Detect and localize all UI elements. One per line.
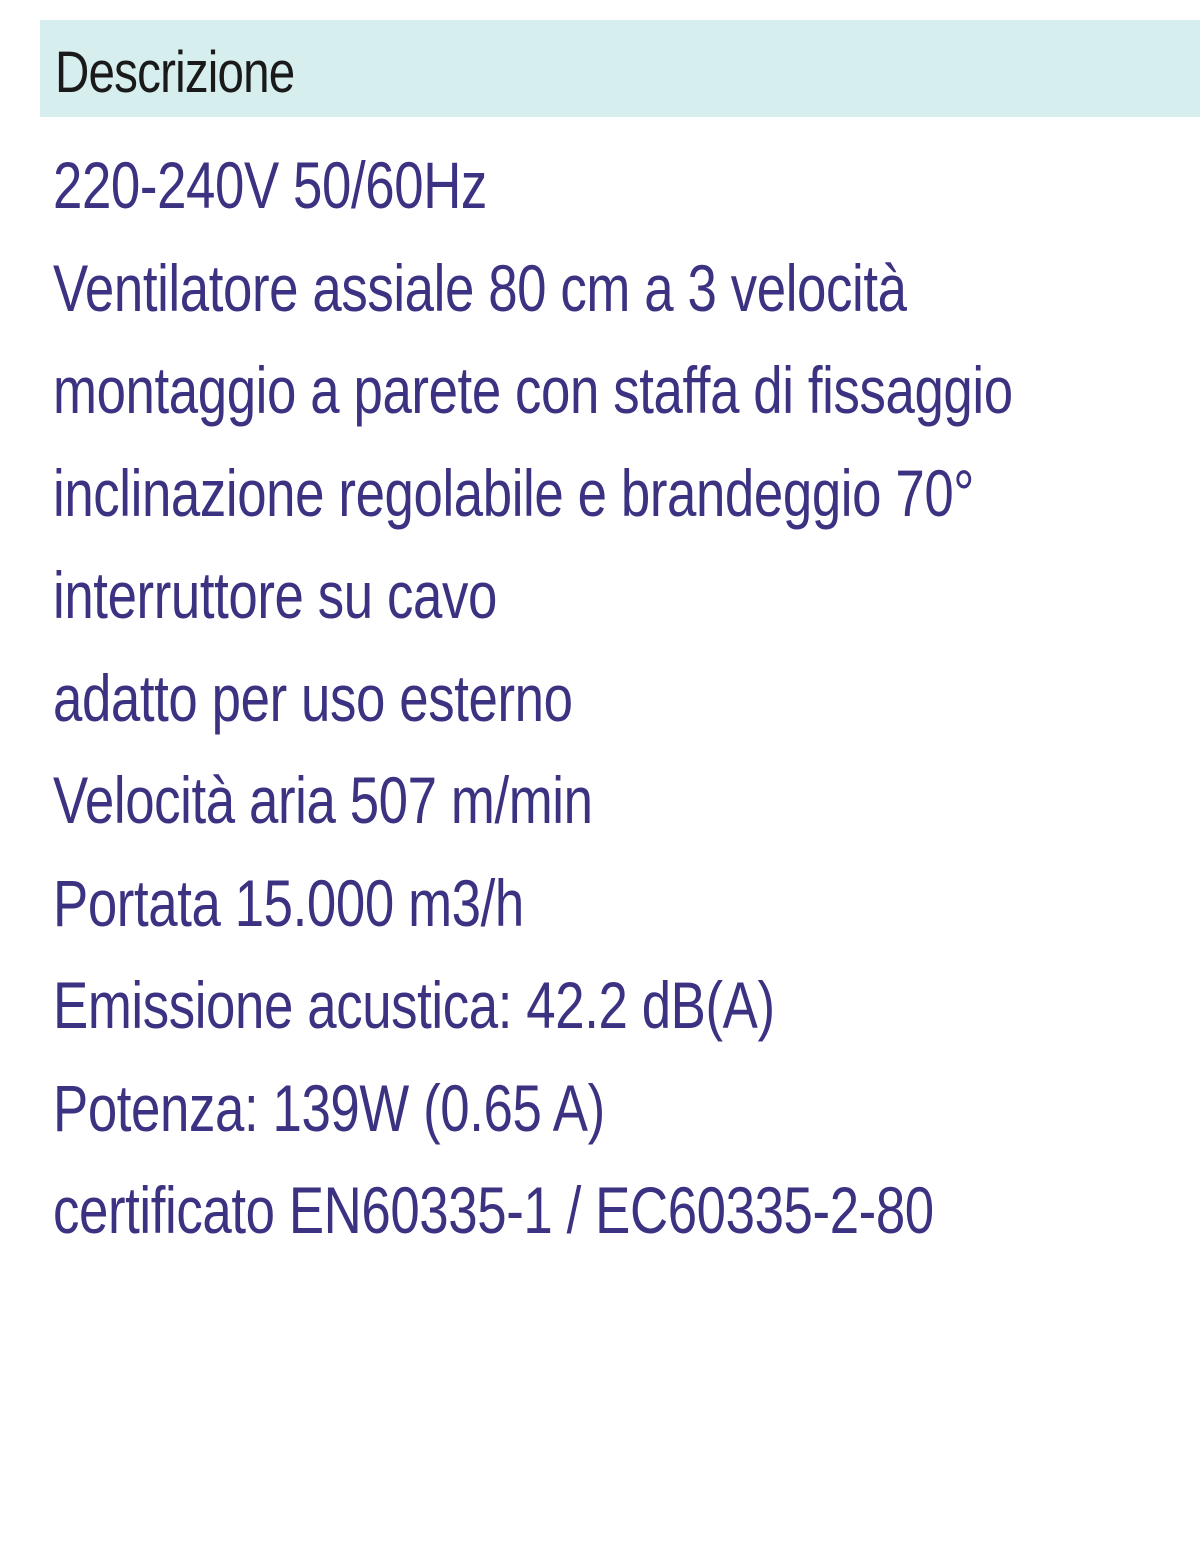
spec-tilt: inclinazione regolabile e brandeggio 70° [53, 455, 974, 530]
spec-flow-rate: Portata 15.000 m3/h [53, 865, 524, 940]
spec-fan-type: Ventilatore assiale 80 cm a 3 velocità [53, 250, 907, 325]
spec-voltage: 220-240V 50/60Hz [53, 148, 487, 222]
spec-power: Potenza: 139W (0.65 A) [53, 1070, 605, 1145]
spec-mounting: montaggio a parete con staffa di fissaggio [53, 353, 1013, 427]
spec-outdoor-use: adatto per uso esterno [53, 660, 573, 735]
spec-certification: certificato EN60335-1 / EC60335-2-80 [53, 1173, 934, 1247]
spec-noise: Emissione acustica: 42.2 dB(A) [53, 968, 775, 1042]
description-heading: Descrizione [55, 40, 295, 105]
spec-switch: interruttore su cavo [53, 558, 497, 632]
spec-air-speed: Velocità aria 507 m/min [53, 763, 593, 837]
spec-list [53, 140, 1200, 1268]
